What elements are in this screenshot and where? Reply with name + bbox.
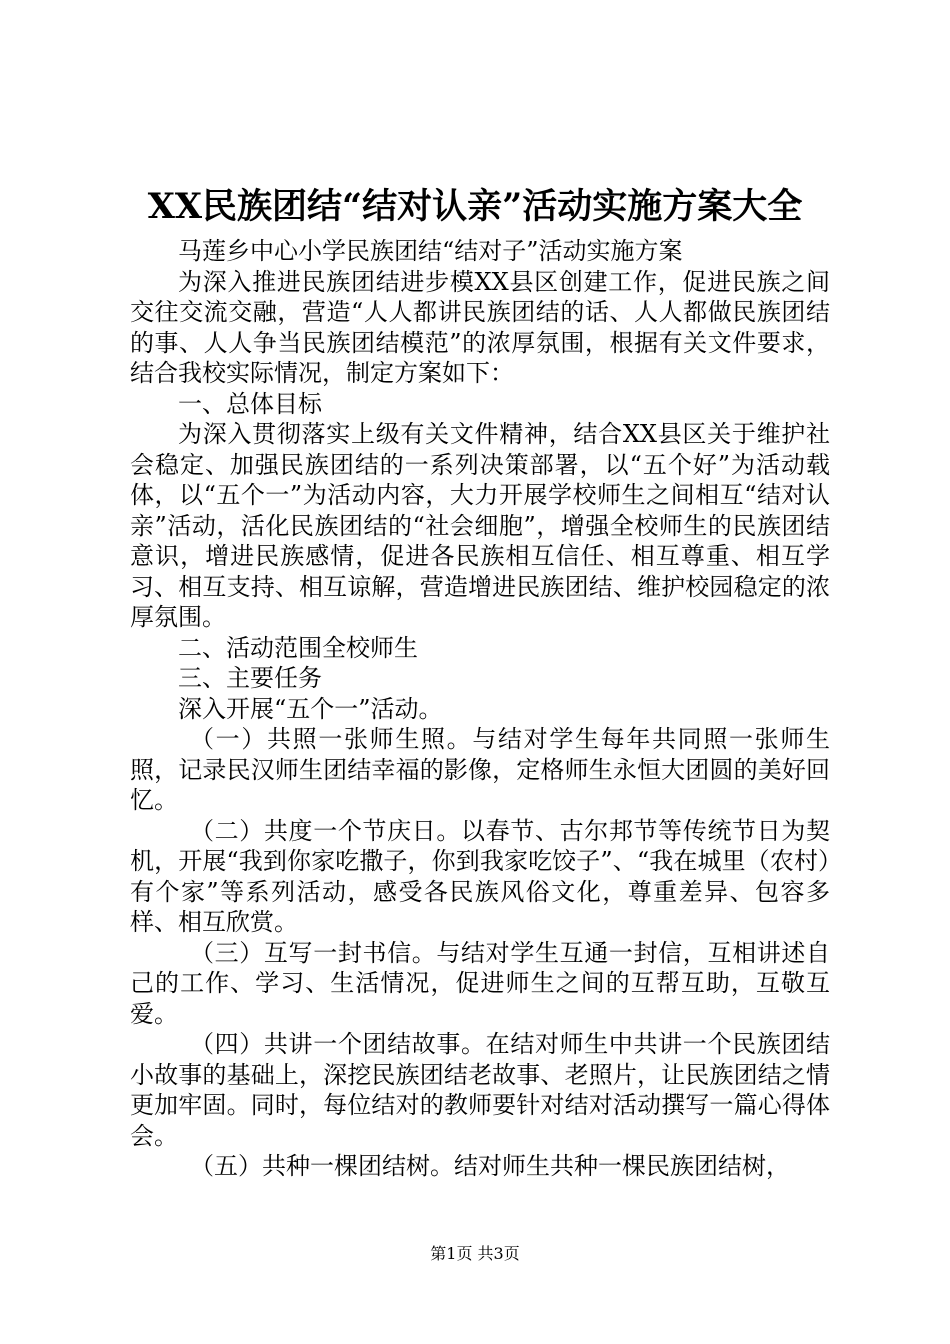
task-item-1: （一）共照一张师生照。与结对学生每年共同照一张师生照，记录民汉师生团结幸福的影像，定格师生永恒大团圆的美好回忆。 <box>130 725 830 814</box>
paragraph-tasks-intro: 深入开展“五个一”活动。 <box>178 694 443 723</box>
paragraph-subtitle: 马莲乡中心小学民族团结“结对子”活动实施方案 <box>178 237 683 265</box>
task-item-2: （二）共度一个节庆日。以春节、古尔邦节等传统节日为契机，开展“我到你家吃撒子，你到我家吃饺子”、“我在城里（农村）有个家”等系列活动，感受各民族风俗文化，尊重差异、包容多样、相互欣赏。 <box>130 816 830 936</box>
task-item-4: （四）共讲一个团结故事。在结对师生中共讲一个民族团结小故事的基础上，深挖民族团结老故事、老照片，让民族团结之情更加牢固。同时，每位结对的教师要针对结对活动撰写一篇心得体会。 <box>130 1030 830 1150</box>
paragraph-goal: 为深入贯彻落实上级有关文件精神，结合XX县区关于维护社会稳定、加强民族团结的一系列决策部署，以“五个好”为活动载体，以“五个一”为活动内容，大力开展学校师生之间相互“结对认亲”活动，活化民族团结的“社会细胞”，增强全校师生的民族团结意识，增进民族感情，促进各民族相互信任、相互尊重、相互学习、相互支持、相互谅解，营造增进民族团结、维护校园稳定的浓厚氛围。 <box>130 420 830 631</box>
section-heading-tasks: 三、主要任务 <box>178 664 322 692</box>
page-footer: 第1页 共3页 <box>430 1244 520 1263</box>
document-body <box>130 236 830 1182</box>
task-item-3: （三）互写一封书信。与结对学生互通一封信，互相讲述自己的工作、学习、生活情况，促进师生之间的互帮互助，互敬互爱。 <box>130 938 830 1028</box>
paragraph-intro: 为深入推进民族团结进步模XX县区创建工作，促进民族之间交往交流交融，营造“人人都讲民族团结的话、人人都做民族团结的事、人人争当民族团结模范”的浓厚氛围，根据有关文件要求，结合我校实际情况，制定方案如下： <box>130 267 830 387</box>
document-title: XX民族团结“结对认亲”活动实施方案大全 <box>147 186 803 227</box>
section-heading-goal: 一、总体目标 <box>178 389 322 418</box>
task-item-5: （五）共种一棵团结树。结对师生共种一棵民族团结树， <box>190 1152 790 1180</box>
section-heading-scope: 二、活动范围全校师生 <box>178 633 418 662</box>
